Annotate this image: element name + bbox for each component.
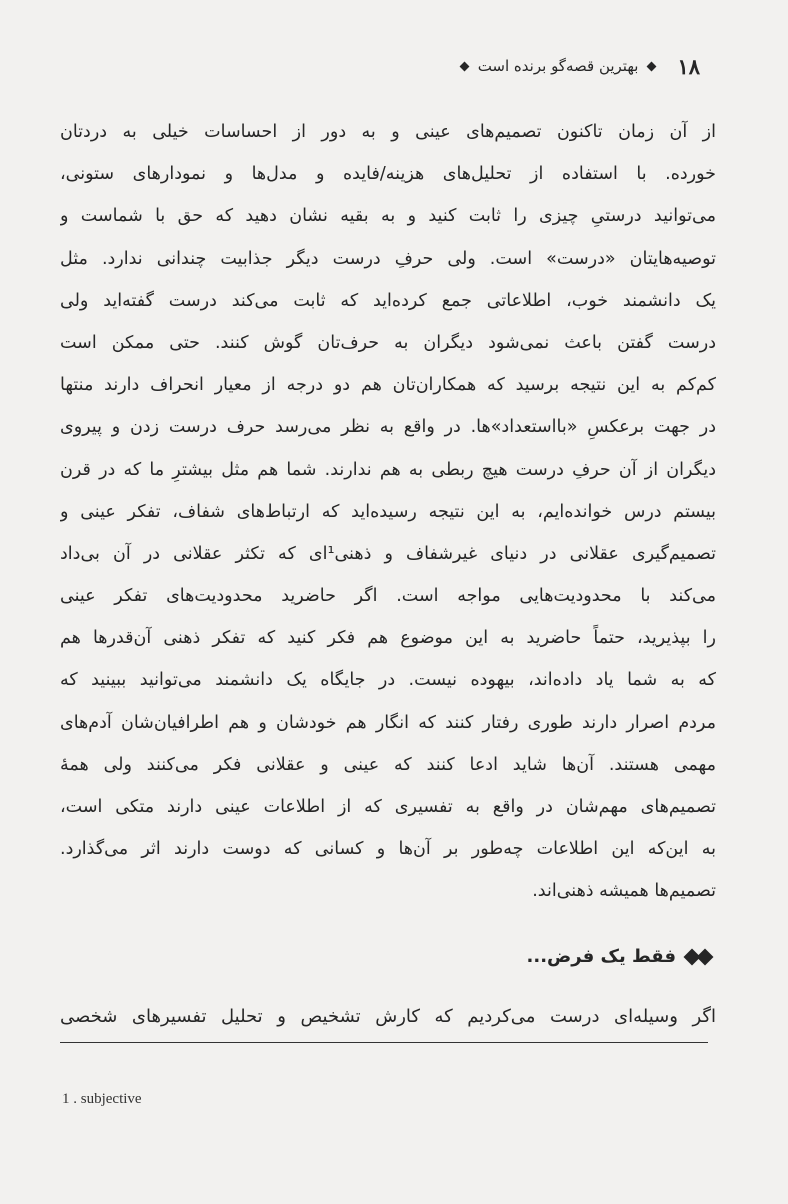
double-diamond-icon: [686, 951, 711, 963]
section-paragraph: [60, 995, 716, 1039]
text-line: کم‌کم به این نتیجه برسید که همکاران‌تان هم دو درجه از معیار انحراف دارند منتها: [60, 375, 716, 396]
text-line: می‌کند با محدودیت‌هایی مواجه است. اگر حاضرید محدودیت‌های تفکر عینی: [60, 586, 716, 607]
diamond-bullet-icon: [459, 61, 469, 71]
text-line: دیگران از آن حرفِ درست هیچ ربطی به هم ندارند. شما هم مثل بیشترِ ما که در قرن: [60, 459, 716, 480]
footnote-divider: [60, 1042, 708, 1043]
text-line: از آن زمان تاکنون تصمیم‌های عینی و به دور از احساسات خیلی به دردتان: [60, 122, 716, 142]
page-number: ۱۸: [677, 53, 700, 79]
text-line: تصمیم‌ها همیشه ذهنی‌اند.: [532, 881, 716, 902]
text-line: خورده. با استفاده از تحلیل‌های هزینه/فایده و مدل‌ها و نمودارهای ستونی،: [60, 164, 716, 185]
text-line: درست گفتن باعث نمی‌شود دیگران به حرف‌تان گوش کنند. حتی ممکن است: [60, 332, 716, 353]
running-title-text: بهترین قصه‌گو برنده است: [477, 57, 639, 75]
body-paragraph: [60, 111, 716, 913]
text-line: که به شما یاد داده‌اند، بیهوده نیست. در جایگاه یک دانشمند می‌توانید ببینید که: [60, 670, 716, 691]
text-line: مردم اصرار دارند طوری رفتار کنند که انگار هم خودشان و هم اطرافیان‌شان آدم‌های: [60, 712, 716, 733]
text-line: در جهت برعکسِ «بااستعداد»ها. در واقع به نظر می‌رسد حرف درست زدن و پیروی: [60, 417, 716, 438]
page-header: [250, 52, 700, 80]
text-line: توصیه‌هایتان «درست» است. ولی حرفِ درست دیگر جذابیت چندانی ندارد. مثل: [60, 248, 716, 269]
text-line: اگر وسیله‌ای درست می‌کردیم که کارش تشخیص و تحلیل تفسیرهای شخصی: [60, 1006, 716, 1027]
section-heading-text: فقط یک فرض...: [526, 946, 676, 967]
text-line: بیستم درس خوانده‌ایم، به این نتیجه رسیده‌اید که ارتباط‌های شفاف، تفکر عینی و: [60, 501, 716, 522]
text-line: تصمیم‌گیری عقلانی در دنیای غیرشفاف و ذهنی¹ای که تکثر عقلانی در آن بی‌داد: [60, 543, 716, 564]
footnote: 1 . subjective: [62, 1091, 142, 1107]
section-heading: [60, 946, 711, 967]
text-line: یک دانشمند خوب، اطلاعاتی جمع کرده‌اید که ثابت می‌کند درست گفته‌اید ولی: [60, 290, 716, 311]
diamond-bullet-icon: [647, 61, 657, 71]
text-line: می‌توانید درستیِ چیزی را ثابت کنید و به بقیه نشان دهید که حق با شماست و: [60, 206, 716, 227]
text-line: به این‌که این اطلاعات چه‌طور بر آن‌ها و کسانی که دوست دارند اثر می‌گذارد.: [60, 839, 716, 860]
text-line: را بپذیرید، حتماً حاضرید به این موضوع هم فکر کنید که تفکر ذهنی آن‌قدرها هم: [60, 628, 716, 649]
running-title: [461, 57, 656, 75]
text-line: تصمیم‌های مهم‌شان در واقع به تفسیری که از اطلاعات عینی دارند متکی است،: [60, 797, 716, 817]
text-line: مهمی هستند. آن‌ها شاید ادعا کنند که عینی و عقلانی فکر می‌کنند ولی همهٔ: [60, 754, 716, 775]
